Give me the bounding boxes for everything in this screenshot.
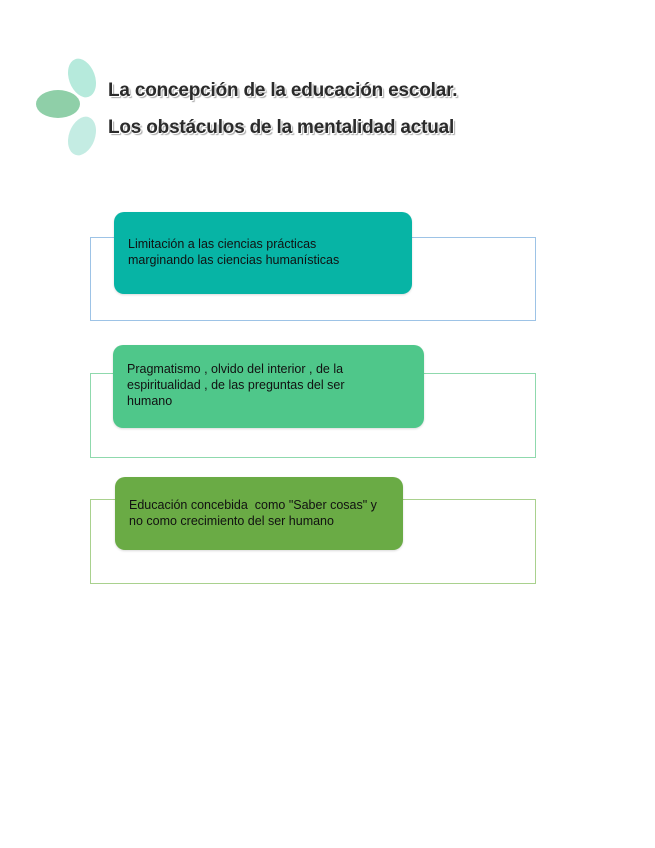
item-3-card <box>115 477 403 550</box>
title-line-2: Los obstáculos de la mentalidad actual <box>108 117 455 138</box>
item-1-card <box>114 212 412 294</box>
bottom-petal <box>63 113 101 159</box>
item-2-card <box>113 345 424 428</box>
left-petal <box>36 90 80 118</box>
item-3-text: Educación concebida como "Saber cosas" y no como crecimiento del ser humano <box>129 498 381 528</box>
item-2-text: Pragmatismo , olvido del interior , de la espiritualidad , de las preguntas del ser humano <box>127 362 345 408</box>
item-1-text: Limitación a las ciencias prácticas marginando las ciencias humanísticas <box>128 237 340 267</box>
leaf-petals-icon <box>30 58 110 160</box>
title-line-1: La concepción de la educación escolar. <box>108 80 458 101</box>
